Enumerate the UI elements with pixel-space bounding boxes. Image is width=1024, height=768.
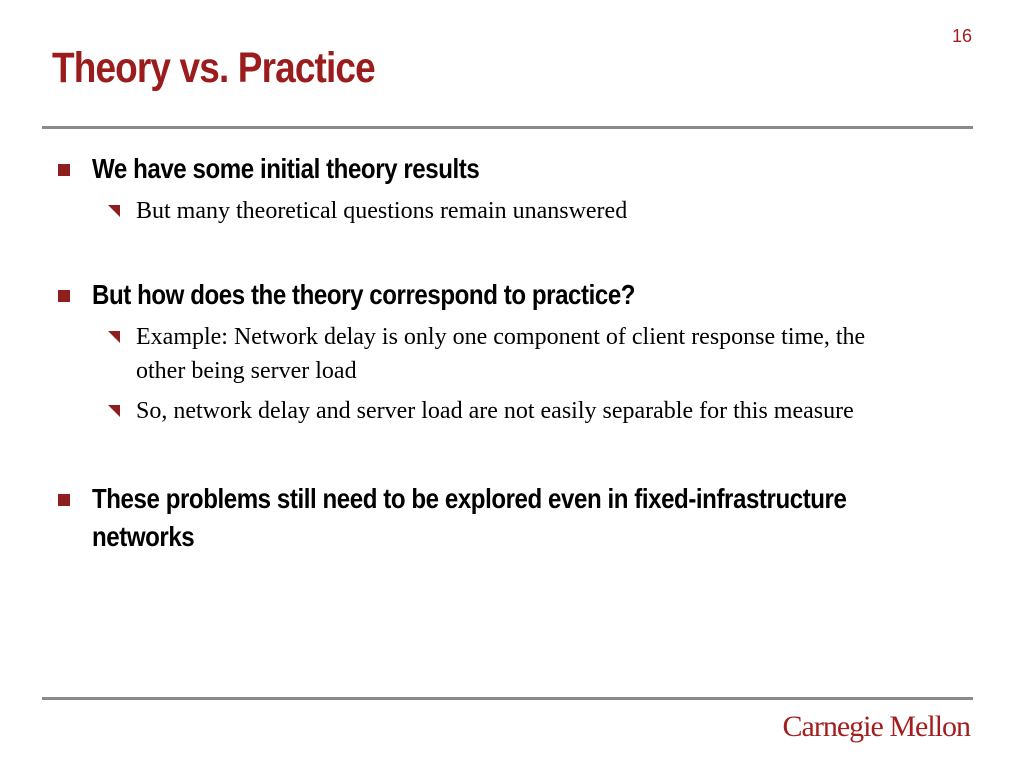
bullet-level2 xyxy=(136,320,916,388)
slide-number: 16 xyxy=(951,26,972,46)
triangle-bullet-icon xyxy=(108,405,120,417)
slide-content xyxy=(56,150,916,556)
square-bullet-icon xyxy=(58,164,70,176)
bullet-level2 xyxy=(136,194,916,228)
square-bullet-icon xyxy=(58,290,70,302)
bullet-level1 xyxy=(56,150,916,188)
triangle-bullet-icon xyxy=(108,205,120,217)
bullet-level1 xyxy=(56,276,916,314)
bullet-block xyxy=(56,480,916,556)
bullet-block xyxy=(56,150,916,228)
sub-bullet-text: But many theoretical questions remain unanswered xyxy=(136,198,628,224)
square-bullet-icon xyxy=(58,494,70,506)
bullet-level2 xyxy=(136,394,916,428)
bullet-text: These problems still need to be explored even in fixed-infrastructure networks xyxy=(92,483,847,552)
sub-bullet-text: So, network delay and server load are not easily separable for this measure xyxy=(136,398,854,424)
sub-bullet-text: Example: Network delay is only one component of client response time, the other being server load xyxy=(136,324,866,384)
top-divider xyxy=(42,126,973,129)
bullet-level1 xyxy=(56,480,916,556)
triangle-bullet-icon xyxy=(108,331,120,343)
bullet-block xyxy=(56,276,916,428)
bullet-text: But how does the theory correspond to practice? xyxy=(92,279,636,310)
slide-title: Theory vs. Practice xyxy=(52,44,375,92)
bottom-divider xyxy=(42,697,973,700)
bullet-text: We have some initial theory results xyxy=(92,153,480,184)
carnegie-mellon-logo: Carnegie Mellon xyxy=(782,710,970,743)
